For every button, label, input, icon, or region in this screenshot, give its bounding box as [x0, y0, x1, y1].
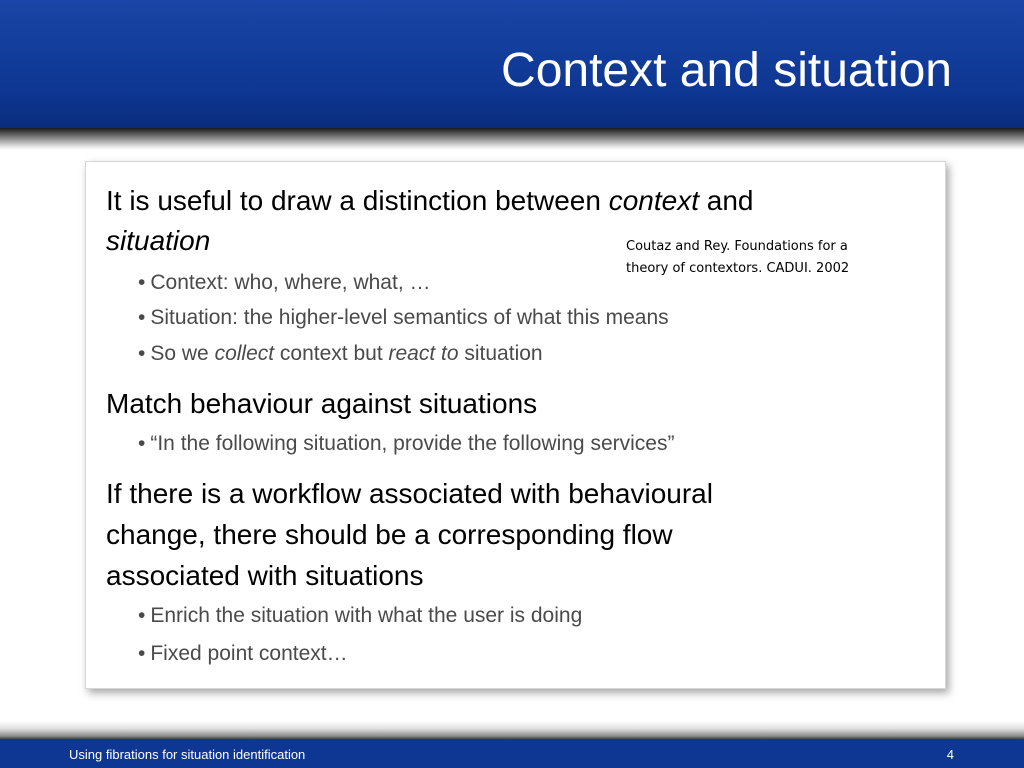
- bullet-icon: •: [138, 604, 146, 627]
- slide-title: Context and situation: [501, 44, 952, 97]
- citation-line1: Coutaz and Rey. Foundations for a: [626, 239, 848, 254]
- bullet-text: So we: [150, 342, 215, 365]
- react-to-emphasis: react to: [388, 342, 459, 365]
- bullet-text: Context: who, where, what, …: [150, 271, 431, 294]
- distinction-text-line1: [106, 180, 754, 221]
- content-box: [85, 161, 946, 689]
- distinction-text-line2: [106, 220, 210, 261]
- citation-note: [626, 236, 849, 280]
- bullet-context: [138, 269, 431, 297]
- footer-title: Using fibrations for situation identification: [69, 747, 306, 762]
- bullet-enrich: [138, 602, 582, 630]
- header-shadow: [0, 128, 1024, 150]
- workflow-text-line2: change, there should be a corresponding flow: [106, 519, 673, 550]
- bullet-text: Fixed point context…: [150, 642, 348, 665]
- bullet-icon: •: [138, 642, 146, 665]
- bullet-text: “In the following situation, provide the following services”: [150, 432, 675, 455]
- bullet-collect-react: [138, 340, 543, 368]
- bullet-text: Situation: the higher-level semantics of what this means: [150, 306, 669, 329]
- workflow-text-line3: associated with situations: [106, 560, 424, 591]
- distinction-text-part: It is useful to draw a distinction between: [106, 185, 609, 216]
- bullet-icon: •: [138, 342, 146, 365]
- bullet-icon: •: [138, 271, 146, 294]
- situation-emphasis: situation: [106, 225, 211, 256]
- bullet-quote: [138, 430, 674, 458]
- bullet-text: Enrich the situation with what the user is doing: [150, 604, 583, 627]
- page-number: 4: [946, 747, 954, 762]
- footer-bar: [0, 740, 1024, 768]
- bullet-text: context but: [274, 342, 389, 365]
- bullet-icon: •: [138, 432, 146, 455]
- match-behaviour-heading: Match behaviour against situations: [106, 388, 538, 419]
- footer-shadow: [0, 721, 1024, 740]
- distinction-text-part: and: [699, 185, 754, 216]
- bullet-icon: •: [138, 306, 146, 329]
- bullet-situation: [138, 304, 669, 332]
- header-bar: [0, 0, 1024, 128]
- collect-emphasis: collect: [214, 342, 275, 365]
- bullet-fixed-point: [138, 640, 348, 668]
- bullet-text: situation: [458, 342, 543, 365]
- context-emphasis: context: [608, 185, 699, 216]
- citation-line2: theory of contextors. CADUI. 2002: [626, 261, 850, 276]
- workflow-text-line1: If there is a workflow associated with behavioural: [106, 478, 713, 509]
